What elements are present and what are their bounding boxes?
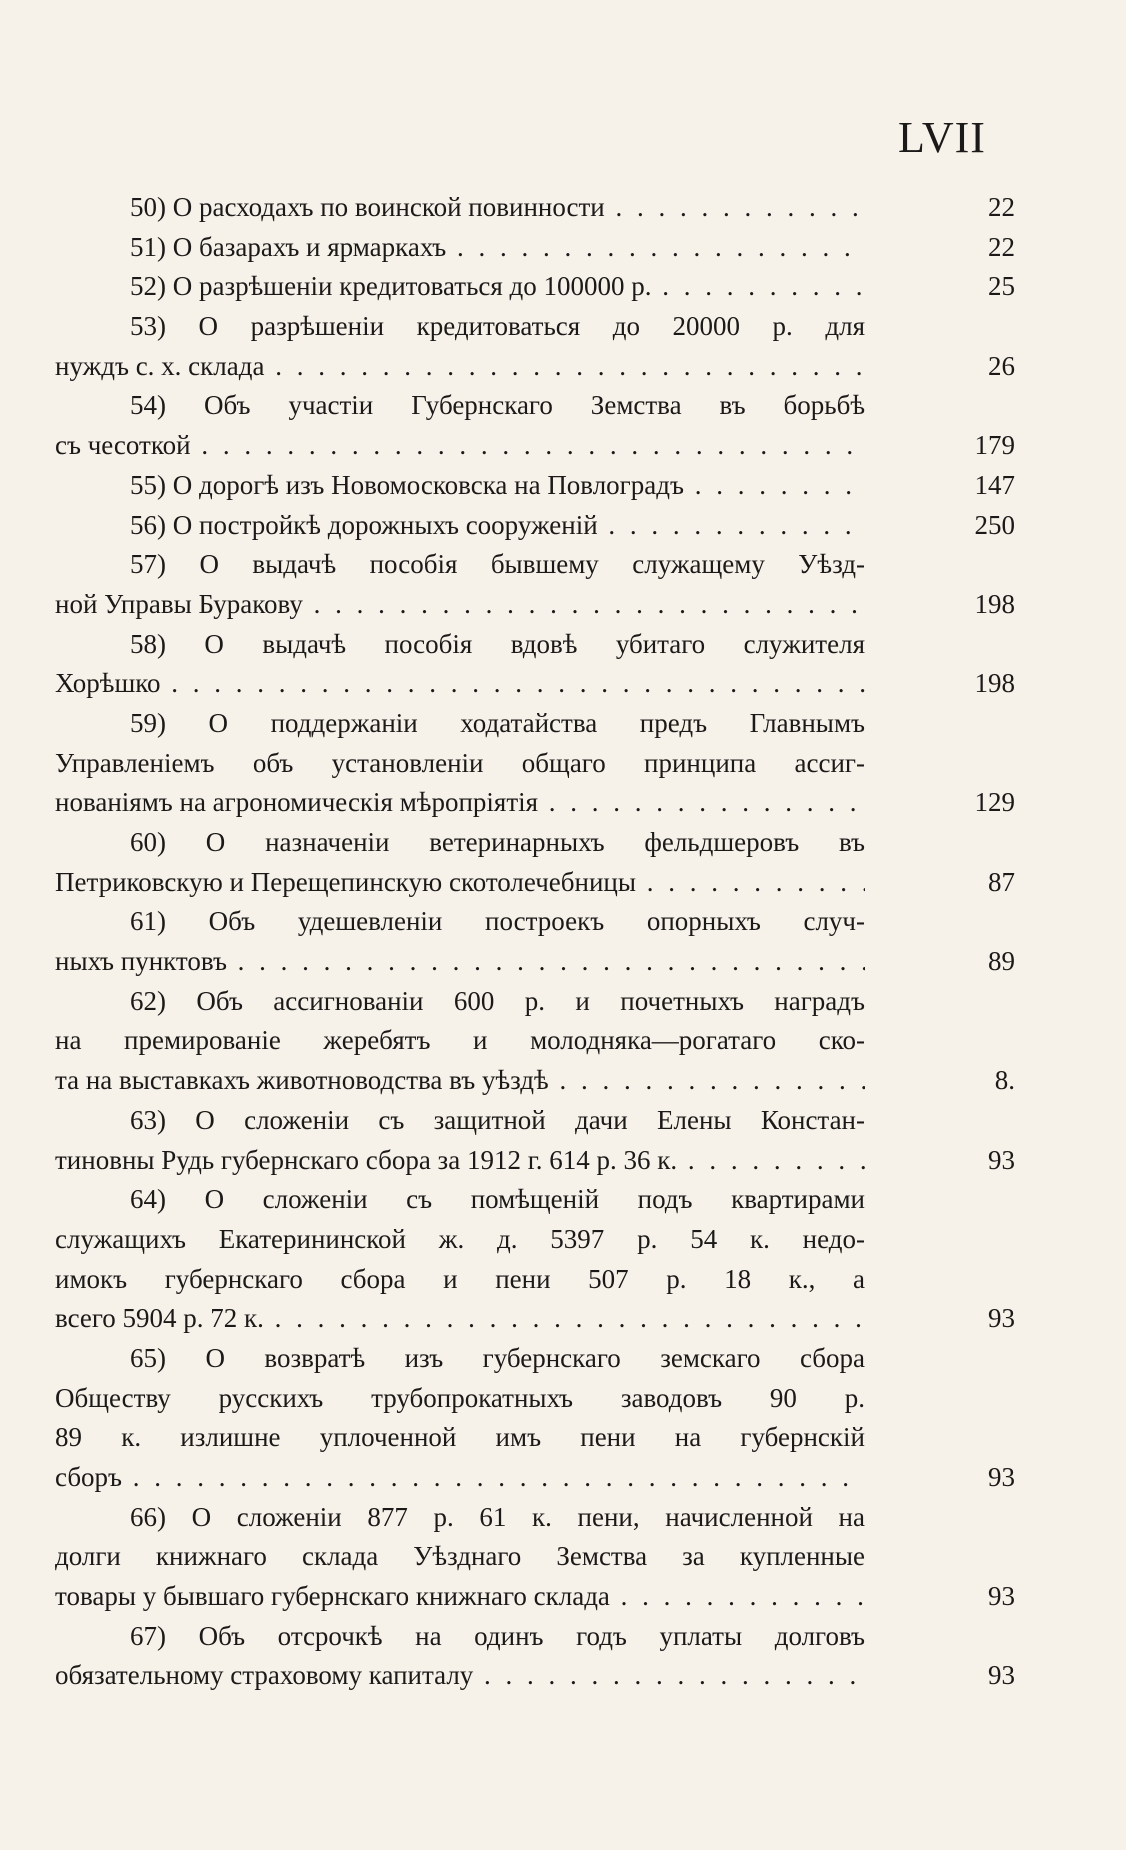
toc-entry-line [55, 307, 1015, 347]
toc-entry [55, 1180, 1015, 1339]
toc-entry-line [55, 386, 1015, 426]
toc-entry-line [55, 1220, 1015, 1260]
toc-entry-text: 57) О выдачѣ пособія бывшему служащему Уѣзд- [130, 549, 865, 580]
toc-entry-line [55, 188, 1015, 228]
toc-entry-line [55, 982, 1015, 1022]
toc-entry-line [55, 545, 1015, 585]
toc-entry-line [55, 704, 1015, 744]
toc-page-ref: 179 [974, 430, 1015, 461]
toc-page-ref: 89 [988, 946, 1015, 977]
toc-entry-line [55, 625, 1015, 665]
toc-entry-text: 64) О сложеніи съ помѣщеній подъ квартирами [130, 1184, 865, 1215]
toc-entry-text: товары у бывшаго губернскаго книжнаго склада . . . [55, 1577, 865, 1617]
toc-entry-text: обязательному страховому капиталу . . . [55, 1656, 865, 1696]
toc-entry-text: 53) О разрѣшеніи кредитоваться до 20000 р. для [130, 311, 865, 342]
toc-entry-line [55, 1260, 1015, 1300]
toc-entry-text: Петриковскую и Перещепинскую скотолечебницы . . . [55, 863, 865, 903]
toc-entry-text: 62) Объ ассигнованіи 600 р. и почетныхъ наградъ [130, 985, 865, 1016]
toc-entry [55, 823, 1015, 902]
toc-entry [55, 228, 1015, 268]
toc-entry [55, 545, 1015, 624]
toc-entry-line [55, 1577, 1015, 1617]
toc-entry [55, 902, 1015, 981]
toc-entry-text: съ чесоткой . . . [55, 426, 865, 466]
toc-entry-line [55, 1101, 1015, 1141]
toc-entry-line [55, 664, 1015, 704]
toc-entry-text: долги книжнаго склада Уѣзднаго Земства за купленные [55, 1541, 865, 1572]
toc-entry-line [55, 1299, 1015, 1339]
toc-entry-text: 51) О базарахъ и ярмаркахъ . . . [130, 228, 865, 268]
toc-entry-line [55, 744, 1015, 784]
toc-entry-line [55, 902, 1015, 942]
toc-entry-text: 60) О назначеніи ветеринарныхъ фельдшеровъ въ [130, 827, 865, 857]
toc-entry-text: 65) О возвратѣ изъ губернскаго земскаго сбора [130, 1342, 865, 1373]
toc-entry-line [55, 1617, 1015, 1657]
toc-entry-line [55, 585, 1015, 625]
toc-entry-text: ныхъ пунктовъ . . . [55, 942, 865, 982]
toc-entry-text: 54) Объ участіи Губернскаго Земства въ борьбѣ [130, 390, 865, 421]
toc-entry [55, 625, 1015, 704]
toc-entry-text: имокъ губернскаго сбора и пени 507 р. 18 к., а [55, 1263, 865, 1294]
toc-entry-text: ной Управы Буракову . . . [55, 585, 865, 625]
toc-entry-text: Обществу русскихъ трубопрокатныхъ заводовъ 90 р. [55, 1382, 865, 1413]
toc-entry-line [55, 863, 1015, 903]
toc-entry-line [55, 942, 1015, 982]
toc-page-ref: 250 [974, 509, 1015, 540]
toc-entry-line [55, 1141, 1015, 1181]
toc-entry-text: 89 к. излишне уплоченной имъ пени на губернскій [55, 1422, 865, 1453]
toc-entry-line [55, 426, 1015, 466]
toc-entry [55, 1498, 1015, 1617]
toc-page-ref: 26 [988, 350, 1015, 381]
toc-entry [55, 1617, 1015, 1696]
toc-page-ref: 93 [988, 1581, 1015, 1612]
toc-entry [55, 466, 1015, 506]
toc-page-ref: 93 [988, 1303, 1015, 1334]
toc-entry-line [55, 228, 1015, 268]
toc-entry-line [55, 1418, 1015, 1458]
toc-entry [55, 1339, 1015, 1498]
toc-page-ref: 93 [988, 1462, 1015, 1492]
toc-entry [55, 267, 1015, 307]
toc-page-ref: 198 [974, 668, 1015, 699]
toc-entry [55, 386, 1015, 465]
toc-page-ref: 198 [974, 588, 1015, 619]
toc-entry-text: 67) Объ отсрочкѣ на одинъ годъ уплаты долговъ [130, 1620, 865, 1651]
toc-entry [55, 1101, 1015, 1180]
toc-entry-text: нуждъ с. х. склада . . . [55, 347, 865, 387]
toc-entry [55, 982, 1015, 1101]
page-number: LVII [898, 113, 986, 162]
toc-entry-text: тиновны Рудь губернскаго сбора за 1912 г. 614 р. 36 к. . . . [55, 1141, 865, 1181]
toc-entry-text: 66) О сложеніи 877 р. 61 к. пени, начисленной на [130, 1501, 865, 1532]
toc-page-ref: 93 [988, 1144, 1015, 1175]
table-of-contents [55, 188, 1015, 1696]
toc-entry-text: служащихъ Екатерининской ж. д. 5397 р. 54 к. недо- [55, 1223, 865, 1254]
toc-page-ref: 147 [974, 469, 1015, 500]
toc-entry-line [55, 506, 1015, 546]
toc-entry-line [55, 267, 1015, 307]
toc-entry-line [55, 1021, 1015, 1061]
toc-entry-line [55, 1458, 1015, 1498]
toc-entry-line [55, 1339, 1015, 1379]
toc-page-ref: 8. [994, 1065, 1015, 1096]
toc-entry-text: 55) О дорогѣ изъ Новомосковска на Повлоградъ . . . [130, 466, 865, 506]
toc-entry [55, 506, 1015, 546]
toc-entry-line [55, 1180, 1015, 1220]
toc-entry-text: та на выставкахъ животноводства въ уѣздѣ . . . [55, 1061, 865, 1101]
toc-entry-line [55, 1537, 1015, 1577]
toc-page-ref: 25 [988, 271, 1015, 302]
toc-entry-text: 63) О сложеніи съ защитной дачи Елены Констан- [130, 1104, 865, 1135]
toc-entry-text: сборъ . . . [55, 1458, 865, 1498]
toc-entry-line [55, 783, 1015, 823]
toc-entry-text: 50) О расходахъ по воинской повинности . . . [130, 188, 865, 228]
toc-entry-text: всего 5904 р. 72 к. . . . [55, 1299, 865, 1339]
toc-entry [55, 704, 1015, 823]
toc-page-ref: 22 [988, 231, 1015, 262]
toc-entry-line [55, 1379, 1015, 1419]
toc-entry-text: 61) Объ удешевленіи построекъ опорныхъ случ- [130, 906, 865, 937]
toc-entry-line [55, 1656, 1015, 1696]
toc-page-ref: 129 [974, 787, 1015, 818]
toc-page-ref: 22 [988, 192, 1015, 222]
toc-entry-line [55, 1498, 1015, 1538]
toc-entry-text: нованіямъ на агрономическія мѣропріятія . . . [55, 783, 865, 823]
toc-entry-text: 52) О разрѣшеніи кредитоваться до 100000 р. . . . [130, 267, 865, 307]
toc-entry-text: Хорѣшко . . . [55, 664, 865, 704]
toc-entry-text: на премированіе жеребятъ и молодняка—рогатаго ско- [55, 1025, 865, 1056]
toc-entry-text: 56) О постройкѣ дорожныхъ сооруженій . . . [130, 506, 865, 546]
toc-entry-line [55, 823, 1015, 863]
toc-entry-line [55, 466, 1015, 506]
toc-entry-text: Управленіемъ объ установленіи общаго принципа ассиг- [55, 747, 865, 778]
toc-entry-line [55, 1061, 1015, 1101]
toc-entry-text: 59) О поддержаніи ходатайства предъ Главнымъ [130, 707, 865, 738]
toc-page-ref: 87 [988, 866, 1015, 897]
toc-page-ref: 93 [988, 1660, 1015, 1691]
toc-entry [55, 188, 1015, 228]
toc-entry-text: 58) О выдачѣ пособія вдовѣ убитаго служителя [130, 628, 865, 659]
toc-entry [55, 307, 1015, 386]
toc-entry-line [55, 347, 1015, 387]
